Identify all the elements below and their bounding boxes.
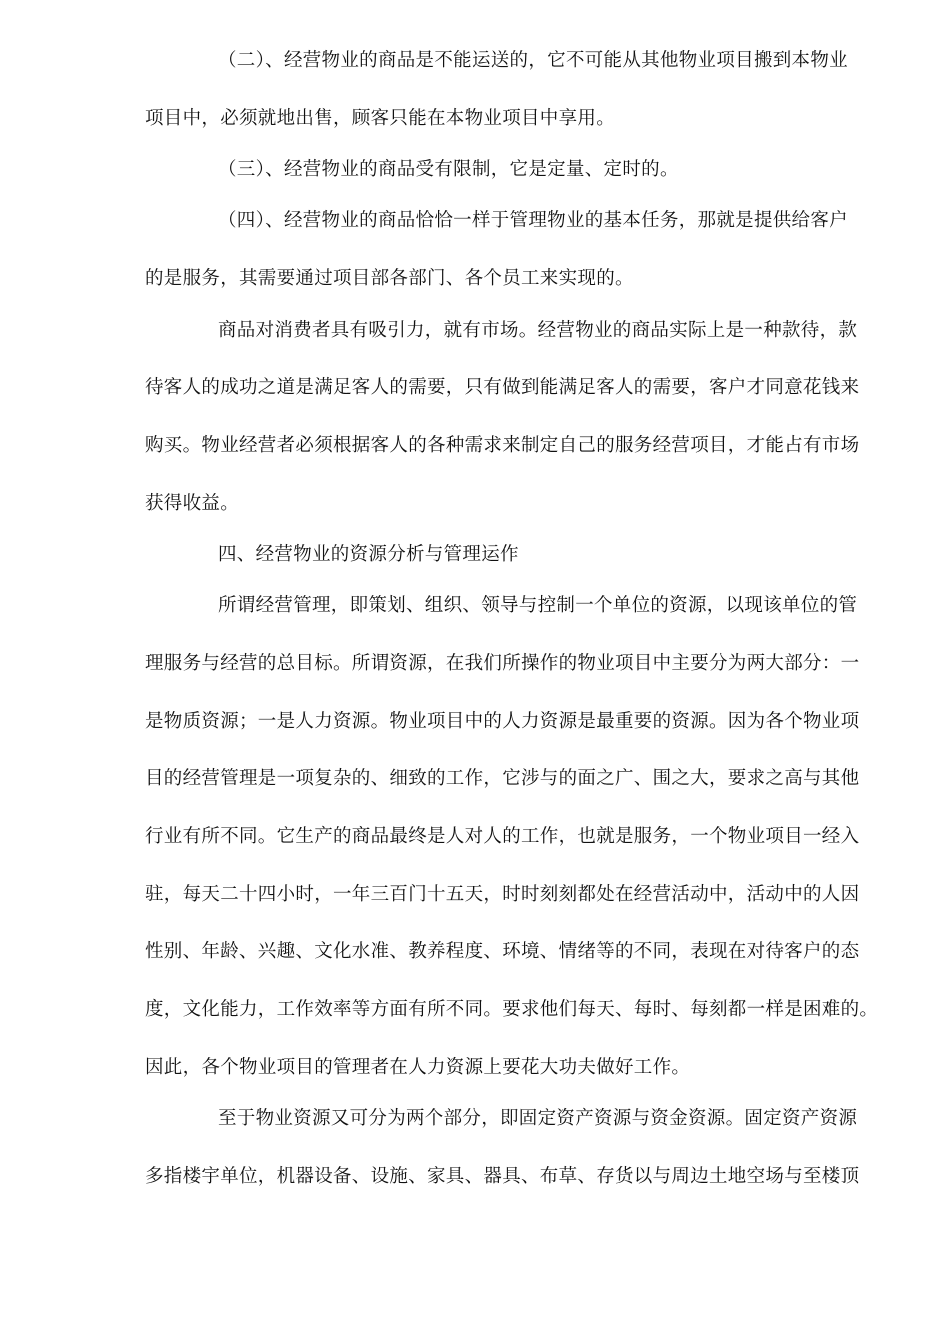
text-line: （三）、经营物业的商品受有限制，它是定量、定时的。 [218,159,679,180]
text-line: 因此，各个物业项目的管理者在人力资源上要花大功夫做好工作。 [145,1057,691,1078]
text-line: 是物质资源；一是人力资源。物业项目中的人力资源是最重要的资源。因为各个物业项 [145,711,860,732]
text-line: 驻，每天二十四小时，一年三百门十五天，时时刻刻都处在经营活动中，活动中的人因 [145,884,860,905]
text-line: 目的经营管理是一项复杂的、细致的工作，它涉与的面之广、围之大，要求之高与其他 [145,768,860,789]
text-line: 多指楼宇单位，机器设备、设施、家具、器具、布草、存货以与周边土地空场与至楼顶 [145,1166,860,1187]
text-line: 购买。物业经营者必须根据客人的各种需求来制定自己的服务经营项目，才能占有市场 [145,435,860,456]
section-heading: 四、经营物业的资源分析与管理运作 [218,544,519,565]
text-line: 行业有所不同。它生产的商品最终是人对人的工作，也就是服务，一个物业项目一经入 [145,826,860,847]
text-line: 至于物业资源又可分为两个部分，即固定资产资源与资金资源。固定资产资源 [218,1108,858,1129]
text-line: （二）、经营物业的商品是不能运送的，它不可能从其他物业项目搬到本物业 [218,50,848,71]
text-line: 待客人的成功之道是满足客人的需要，只有做到能满足客人的需要，客户才同意花钱来 [145,377,860,398]
text-line: 获得收益。 [145,493,240,514]
text-line: 的是服务，其需要通过项目部各部门、各个员工来实现的。 [145,268,634,289]
text-line: （四）、经营物业的商品恰恰一样于管理物业的基本任务，那就是提供给客户 [218,210,848,231]
text-line: 商品对消费者具有吸引力，就有市场。经营物业的商品实际上是一种款待，款 [218,320,858,341]
text-line: 理服务与经营的总目标。所谓资源，在我们所操作的物业项目中主要分为两大部分：一 [145,653,860,674]
text-line: 项目中，必须就地出售，顾客只能在本物业项目中享用。 [145,108,616,129]
text-line: 度，文化能力，工作效率等方面有所不同。要求他们每天、每时、每刻都一样是困难的。 [145,999,879,1020]
text-line: 所谓经营管理，即策划、组织、领导与控制一个单位的资源，以现该单位的管 [218,595,858,616]
text-line: 性别、年龄、兴趣、文化水准、教养程度、环境、情绪等的不同，表现在对待客户的态 [145,941,860,962]
